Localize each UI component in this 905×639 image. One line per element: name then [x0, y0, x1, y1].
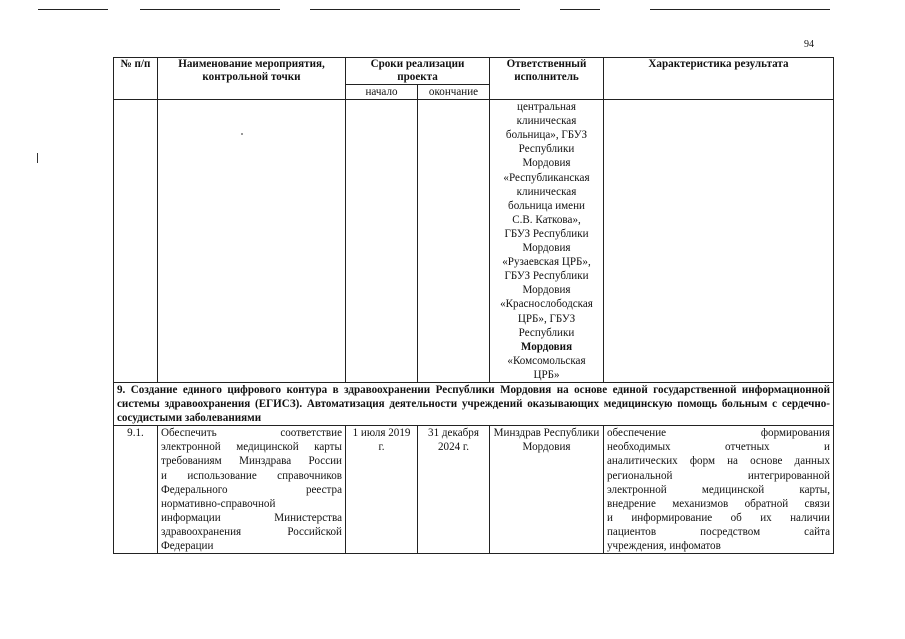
- cell-start: 1 июля 2019 г.: [346, 426, 418, 554]
- cell-end: [418, 100, 490, 383]
- section-row: [114, 382, 834, 425]
- cell-executor: [490, 100, 604, 383]
- header-name: Наименование мероприятия, контрольной точки: [158, 58, 346, 100]
- scan-line: [560, 9, 600, 10]
- executor-line: центральная: [517, 101, 576, 114]
- executor-line: Мордовия: [520, 340, 573, 353]
- table-row-continued: [114, 100, 834, 383]
- executor-line: больница имени: [508, 199, 585, 212]
- table-header-row: [114, 58, 834, 85]
- result-line: обеспечение формирования: [607, 427, 830, 440]
- page-number: 94: [804, 39, 814, 50]
- result-line: внедрение механизмов обратной связи: [607, 497, 830, 510]
- executor-line: «Рузаевская ЦРБ»,: [502, 256, 591, 269]
- name-line: Федерального реестра: [161, 483, 342, 496]
- executor-line: ЦРБ», ГБУЗ: [517, 312, 576, 325]
- header-terms: Сроки реализации проекта: [346, 58, 490, 85]
- table-row-9-1: [114, 426, 834, 554]
- executor-line: клиническая: [516, 115, 577, 128]
- scan-line: [310, 9, 520, 10]
- executor-line: «Республиканская: [503, 171, 590, 184]
- name-line: здравоохранения Российской: [161, 525, 342, 538]
- cell-num: 9.1.: [114, 426, 158, 554]
- result-line: аналитических форм на основе данных: [607, 455, 830, 468]
- section-title: 9. Создание единого цифрового контура в здравоохранении Республики Мордовия на основе единой государственной информационной системы здравоохранения (ЕГИСЗ). Автоматизация деятельности учреждений оказывающих медицинскую помощь больным с сердечно-сосудистыми заболеваниями: [114, 382, 834, 425]
- executor-line: Мордовия: [522, 284, 571, 297]
- header-executor: Ответственный исполнитель: [490, 58, 604, 100]
- executor-line: Мордовия: [522, 157, 571, 170]
- scan-line: [38, 9, 108, 10]
- scan-line: [140, 9, 280, 10]
- cell-end: 31 декабря 2024 г.: [418, 426, 490, 554]
- result-line: необходимых отчетных и: [607, 441, 830, 454]
- cell-result: [604, 426, 834, 554]
- executor-line: «Краснослободская: [500, 298, 593, 311]
- result-line: региональной интегрированной: [607, 469, 830, 482]
- executor-line: «Комсомольская: [507, 354, 586, 367]
- result-line: учреждения, инфоматов: [607, 540, 721, 552]
- activities-table: [113, 57, 834, 554]
- name-line: и использование справочников: [161, 469, 342, 482]
- executor-line: Мордовия: [522, 242, 571, 255]
- name-line: электронной медицинской карты: [161, 441, 342, 454]
- cell-executor: Минздрав Республики Мордовия: [490, 426, 604, 554]
- header-start: начало: [346, 85, 418, 100]
- cell-start: [346, 100, 418, 383]
- name-line: требованиям Минздрава России: [161, 455, 342, 468]
- executor-line: Республики: [518, 143, 575, 156]
- result-line: пациентов посредством сайта: [607, 525, 830, 538]
- cell-name: [158, 426, 346, 554]
- name-line: Обеспечить соответствие: [161, 427, 342, 440]
- executor-line: Республики: [518, 326, 575, 339]
- executor-line: С.В. Каткова»,: [512, 213, 581, 226]
- executor-line: больница», ГБУЗ: [505, 129, 588, 142]
- header-result: Характеристика результата: [604, 58, 834, 100]
- name-line: нормативно-справочной: [161, 497, 276, 510]
- name-line: информации Министерства: [161, 511, 342, 524]
- result-line: и информирование об их наличии: [607, 511, 830, 524]
- executor-line: ГБУЗ Республики: [504, 227, 589, 240]
- cell-result: [604, 100, 834, 383]
- cell-name: [158, 100, 346, 383]
- scan-line: [650, 9, 830, 10]
- executor-line: клиническая: [516, 185, 577, 198]
- executor-line: ГБУЗ Республики: [504, 270, 589, 283]
- result-line: электронной медицинской карты,: [607, 483, 830, 496]
- name-line: Федерации: [161, 540, 214, 552]
- scan-mark: [37, 153, 38, 163]
- header-end: окончание: [418, 85, 490, 100]
- executor-line: ЦРБ»: [533, 368, 560, 381]
- cell-num: [114, 100, 158, 383]
- header-num: № п/п: [114, 58, 158, 100]
